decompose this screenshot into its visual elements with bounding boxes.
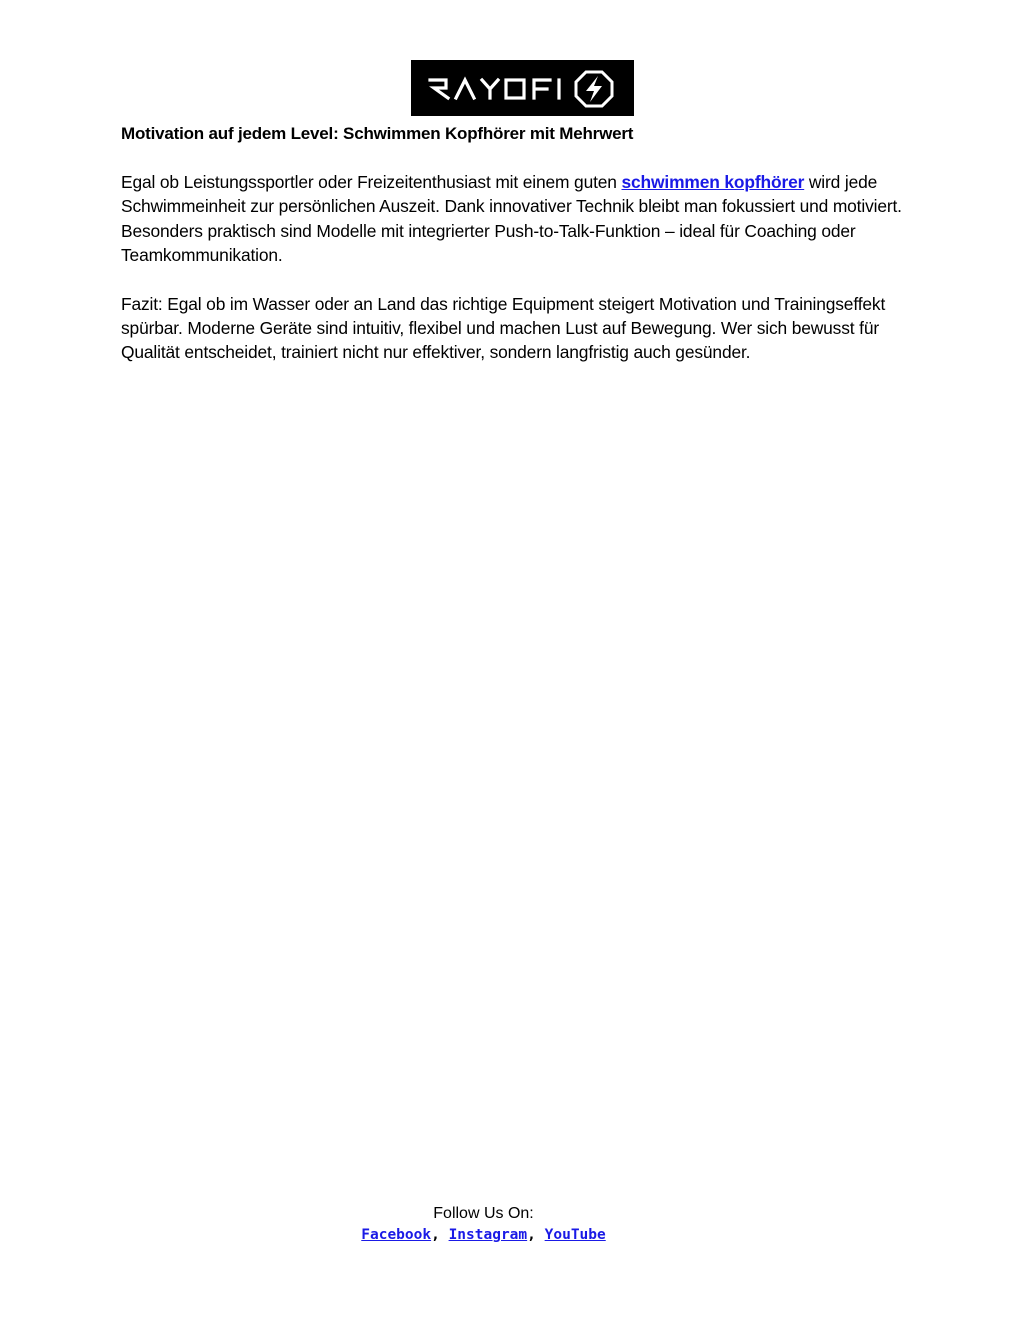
article-heading: Motivation auf jedem Level: Schwimmen Kopfhörer mit Mehrwert bbox=[121, 124, 634, 143]
separator: , bbox=[431, 1227, 449, 1243]
article bbox=[121, 122, 911, 389]
conclusion-paragraph: Fazit: Egal ob im Wasser oder an Land das richtige Equipment steigert Motivation und Trainingseffekt spürbar. Moderne Geräte sind intuitiv, flexibel und machen Lust auf Bewegung. Wer sich bewusst für Qualität entscheidet, trainiert nicht nur effektiver, sondern langfristig auch gesünder. bbox=[121, 293, 886, 363]
schwimmen-kopfhoerer-link[interactable]: schwimmen kopfhörer bbox=[621, 172, 805, 192]
intro-text-before-link: Egal ob Leistungssportler oder Freizeitenthusiast mit einem guten bbox=[121, 172, 622, 192]
lightning-bolt-icon bbox=[576, 72, 612, 106]
instagram-link[interactable]: Instagram bbox=[448, 1227, 528, 1243]
separator: , bbox=[527, 1227, 545, 1243]
youtube-link[interactable]: YouTube bbox=[544, 1227, 606, 1243]
follow-us-label: Follow Us On: bbox=[433, 1205, 534, 1222]
brand-logo bbox=[411, 60, 634, 116]
intro-text-after-link: wird jede Schwimmeinheit zur persönlichen Auszeit. Dank innovativer Technik bleibt man fokussiert und motiviert. Besonders praktisch sind Modelle mit integrierter Push-to-Talk-Funktion – ideal für Coaching oder Teamkommunikation. bbox=[121, 172, 902, 266]
facebook-link[interactable]: Facebook bbox=[361, 1227, 432, 1243]
footer bbox=[0, 1204, 967, 1245]
social-links bbox=[0, 1225, 967, 1245]
intro-paragraph bbox=[121, 170, 911, 268]
rayofi-logo-mark bbox=[418, 66, 628, 110]
